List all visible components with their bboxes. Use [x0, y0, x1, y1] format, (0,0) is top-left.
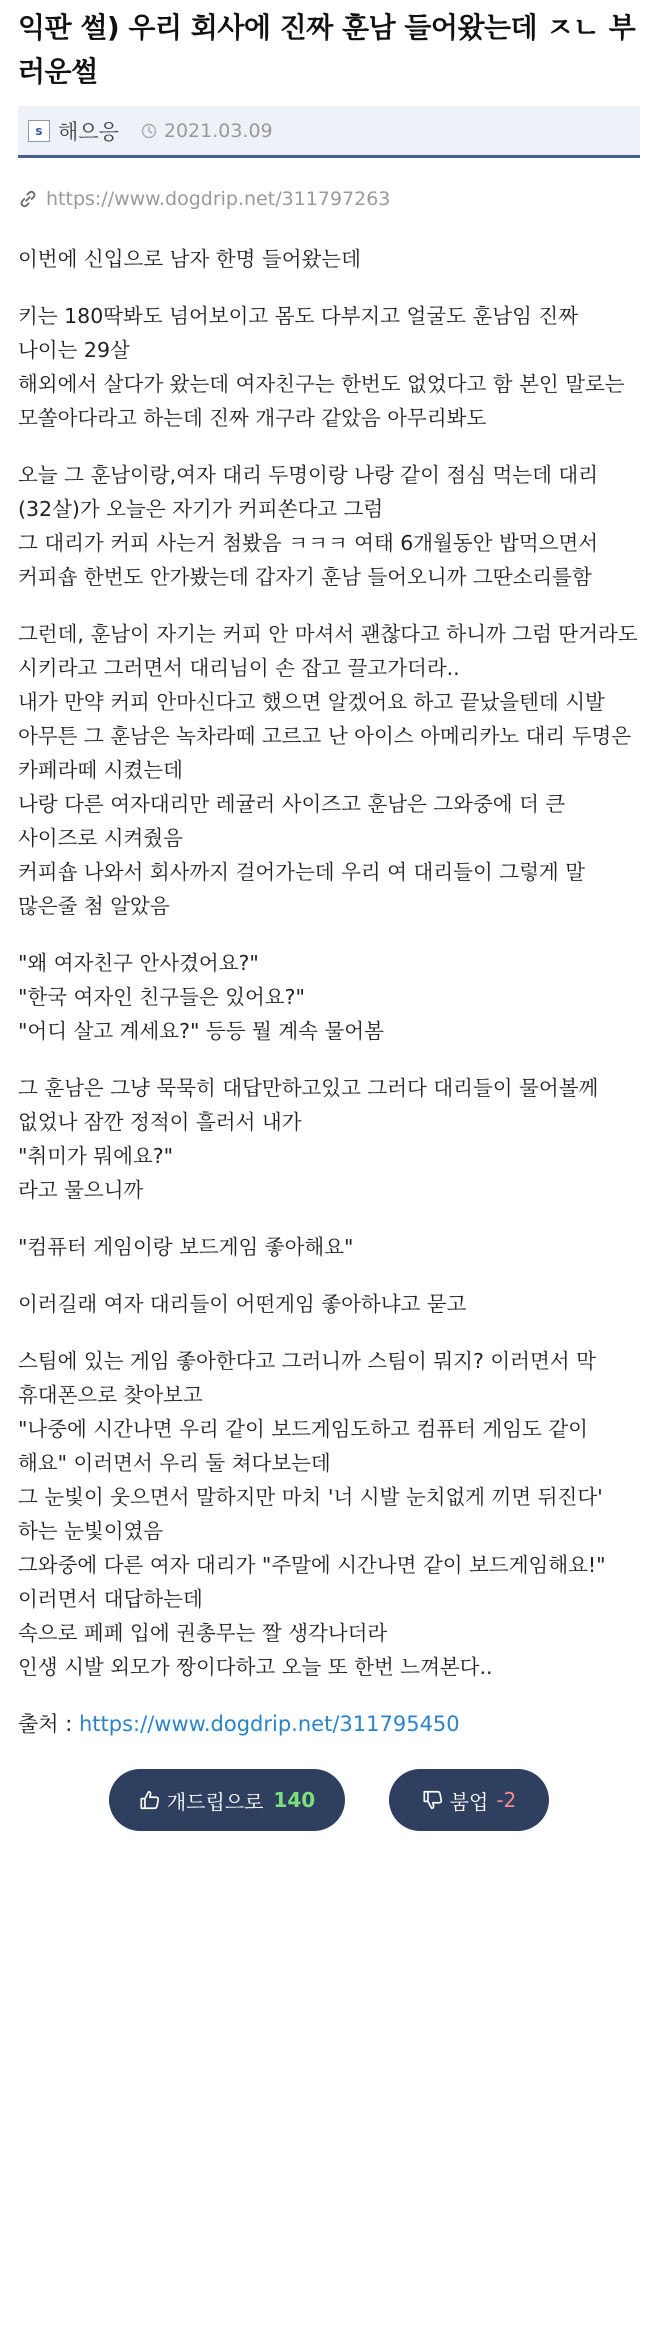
content-line: 오늘 그 훈남이랑,여자 대리 두명이랑 나랑 같이 점심 먹는데 대리(32살)가 오늘은 자기가 커피쏜다고 그럼	[18, 463, 599, 521]
content-paragraph	[18, 1071, 640, 1207]
source-label: 출처 :	[18, 1712, 79, 1736]
source-link[interactable]: https://www.dogdrip.net/311795450	[79, 1712, 460, 1736]
post-content	[18, 242, 640, 1684]
content-paragraph	[18, 242, 640, 276]
content-line: "나중에 시간나면 우리 같이 보드게임도하고 컴퓨터 게임도 같이 해요" 이러면서 우리 둘 쳐다보는데	[18, 1417, 588, 1475]
post-url-row	[18, 182, 640, 216]
content-line: 스팀에 있는 게임 좋아한다고 그러니까 스팀이 뭐지? 이러면서 막 휴대폰으로 찾아보고	[18, 1349, 596, 1407]
downvote-label: 붐업	[449, 1789, 489, 1814]
upvote-label: 개드립으로	[166, 1789, 264, 1814]
content-line: 나이는 29살	[18, 338, 130, 362]
content-line: 해외에서 살다가 왔는데 여자친구는 한번도 없었다고 함 본인 말로는 모쏠아다라고 하는데 진짜 개구라 같았음 아무리봐도	[18, 372, 625, 430]
content-line: 그 대리가 커피 사는거 첨봤음 ㅋㅋㅋ 여태 6개월동안 밥먹으면서 커피숍 한번도 안가봤는데 갑자기 훈남 들어오니까 그딴소리를함	[18, 531, 599, 589]
content-paragraph	[18, 946, 640, 1048]
downvote-button[interactable]	[389, 1769, 549, 1831]
content-paragraph	[18, 1230, 640, 1264]
link-icon	[18, 189, 38, 209]
vote-row	[18, 1769, 640, 1871]
content-line: 이러길래 여자 대리들이 어떤게임 좋아하냐고 묻고	[18, 1292, 467, 1316]
content-line: 라고 물으니까	[18, 1178, 144, 1202]
content-line: 내가 만약 커피 안마신다고 했으면 알겠어요 하고 끝났을텐데 시발	[18, 690, 605, 714]
content-line: "왜 여자친구 안사겼어요?"	[18, 951, 259, 975]
upvote-count: 140	[273, 1788, 316, 1812]
content-line: 그 훈남은 그냥 묵묵히 대답만하고있고 그러다 대리들이 물어볼께 없었나 잠깐 정적이 흘러서 내가	[18, 1076, 599, 1134]
content-line: "어디 살고 계세요?" 등등 뭘 계속 물어봄	[18, 1019, 384, 1043]
content-line: 속으로 페페 입에 권총무는 짤 생각나더라	[18, 1621, 388, 1645]
downvote-count: -2	[496, 1788, 517, 1812]
author-avatar[interactable]: s	[28, 120, 50, 142]
post-date: 2021.03.09	[163, 119, 273, 142]
content-line: 이번에 신입으로 남자 한명 들어왔는데	[18, 247, 361, 271]
thumbs-up-icon	[139, 1789, 161, 1811]
content-paragraph	[18, 1344, 640, 1684]
thumbs-down-icon	[422, 1789, 444, 1811]
author-bar	[18, 106, 640, 158]
content-line: 나랑 다른 여자대리만 레귤러 사이즈고 훈남은 그와중에 더 큰 사이즈로 시켜줬음	[18, 792, 566, 850]
content-line: 커피숍 나와서 회사까지 걸어가는데 우리 여 대리들이 그렇게 말 많은줄 첨 알았음	[18, 860, 586, 918]
content-line: "컴퓨터 게임이랑 보드게임 좋아해요"	[18, 1235, 354, 1259]
content-line: 그와중에 다른 여자 대리가 "주말에 시간나면 같이 보드게임해요!" 이러면서 대답하는데	[18, 1553, 606, 1611]
content-line: "취미가 뭐에요?"	[18, 1144, 174, 1168]
content-paragraph	[18, 1287, 640, 1321]
content-line: 그 눈빛이 웃으면서 말하지만 마치 '너 시발 눈치없게 끼면 뒤진다' 하는 눈빛이였음	[18, 1485, 603, 1543]
content-line: "한국 여자인 친구들은 있어요?"	[18, 985, 305, 1009]
post-url-link[interactable]: https://www.dogdrip.net/311797263	[46, 188, 391, 210]
source-row	[18, 1707, 640, 1741]
content-paragraph	[18, 458, 640, 594]
author-name[interactable]: 해으응	[58, 119, 119, 144]
content-line: 그런데, 훈남이 자기는 커피 안 마셔서 괜찮다고 하니까 그럼 딴거라도 시키라고 그러면서 대리님이 손 잡고 끌고가더라..	[18, 622, 638, 680]
content-line: 키는 180딱봐도 넘어보이고 몸도 다부지고 얼굴도 훈남임 진짜	[18, 304, 579, 328]
content-paragraph	[18, 617, 640, 923]
content-line: 인생 시발 외모가 짱이다하고 오늘 또 한번 느껴본다..	[18, 1655, 493, 1679]
content-line: 아무튼 그 훈남은 녹차라떼 고르고 난 아이스 아메리카노 대리 두명은 카페라떼 시켰는데	[18, 724, 632, 782]
content-paragraph	[18, 299, 640, 435]
upvote-button[interactable]	[109, 1769, 345, 1831]
clock-icon	[141, 123, 157, 139]
post-title: 익판 썰) 우리 회사에 진짜 훈남 들어왔는데 ㅈㄴ 부러운썰	[18, 11, 636, 88]
